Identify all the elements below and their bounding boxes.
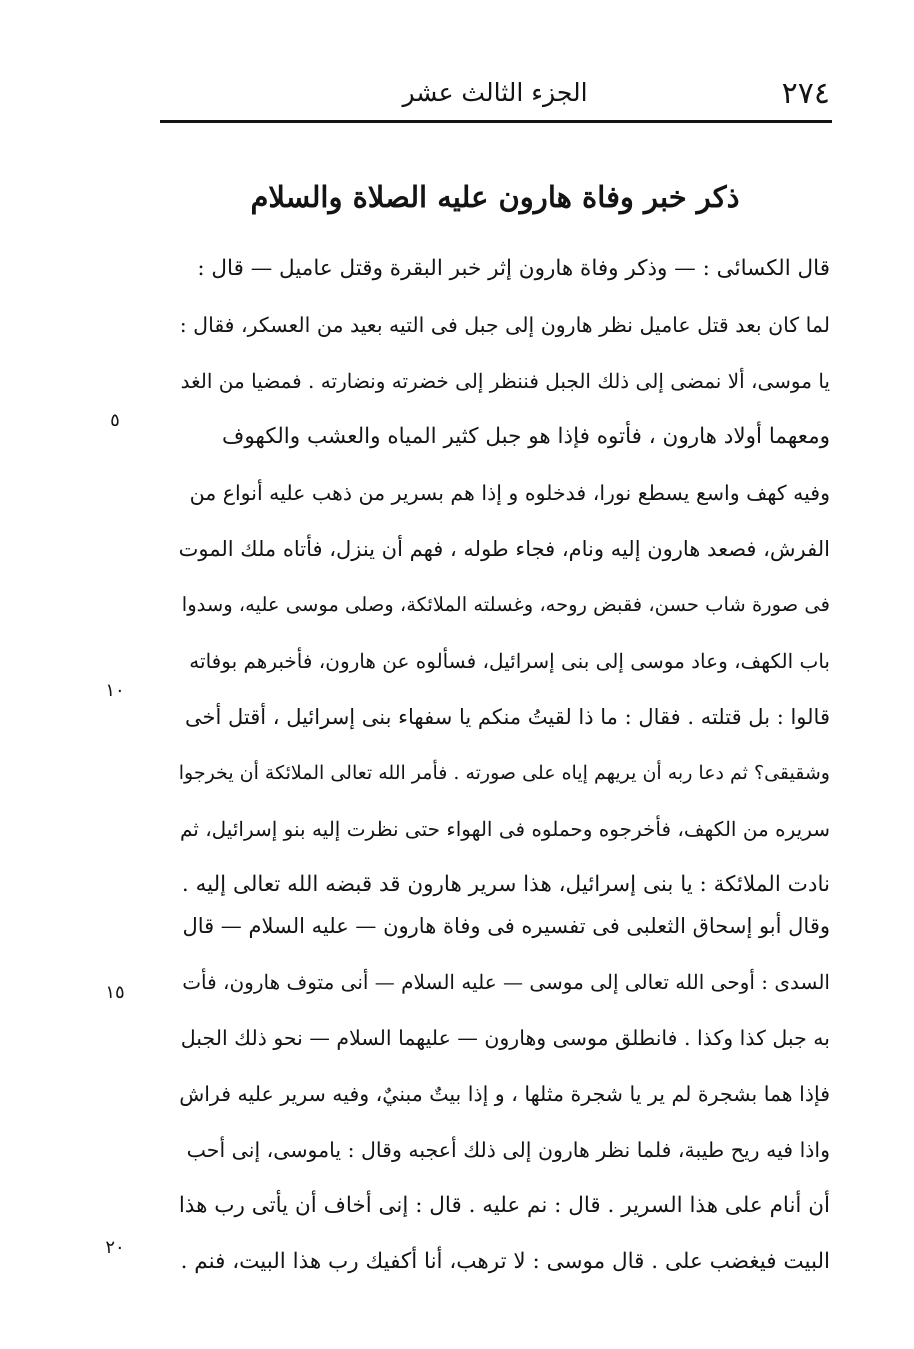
section-heading: ذكر خبر وفاة هارون عليه الصلاة والسلام xyxy=(250,180,740,214)
running-header xyxy=(160,72,830,116)
text-line: وقال أبو إسحاق الثعلبى فى تفسيره فى وفاة هارون — عليه السلام — قال xyxy=(182,914,830,938)
text-line: باب الكهف، وعاد موسى إلى بنى إسرائيل، فسألوه عن هارون، فأخبرهم بوفاته xyxy=(189,649,830,673)
text-line: قال الكسائى : — وذكر وفاة هارون إثر خبر البقرة وقتل عاميل — قال : xyxy=(197,256,830,281)
text-line: به جبل كذا وكذا . فانطلق موسى وهارون — عليهما السلام — نحو ذلك الجبل xyxy=(180,1026,830,1050)
text-line: يا موسى، ألا نمضى إلى ذلك الجبل فننظر إلى خضرته ونضارته . فمضيا من الغد xyxy=(180,369,830,393)
text-line: سريره من الكهف، فأخرجوه وحملوه فى الهواء حتى نظرت إليه بنو إسرائيل، ثم xyxy=(179,817,830,841)
part-title: الجزء الثالث عشر xyxy=(402,78,588,107)
paragraph-1 xyxy=(178,241,830,913)
line-number-marker: ٢٠ xyxy=(105,1237,125,1258)
text-line: ومعهما أولاد هارون ، فأتوه فإذا هو جبل كثير المياه والعشب والكهوف xyxy=(222,424,830,449)
text-line: فى صورة شاب حسن، فقبض روحه، وغسلته الملائكة، وصلى موسى عليه، وسدوا xyxy=(181,593,830,616)
text-line: لما كان بعد قتل عاميل نظر هارون إلى جبل فى التيه بعيد من العسكر، فقال : xyxy=(179,313,830,337)
header-rule xyxy=(160,120,832,123)
text-line: فإذا هما بشجرة لم ير يا شجرة مثلها ، و إذا بيتٌ مبنيٌ، وفيه سرير عليه فراش xyxy=(179,1082,830,1106)
text-line: وفيه كهف واسع يسطع نورا، فدخلوه و إذا هم بسرير من ذهب عليه أنواع من xyxy=(189,481,830,505)
paragraph-2 xyxy=(178,898,830,1290)
page-number: ٢٧٤ xyxy=(781,76,830,111)
text-line: الفرش، فصعد هارون إليه ونام، فجاء طوله ، فهم أن ينزل، فأتاه ملك الموت xyxy=(178,537,830,561)
text-line: السدى : أوحى الله تعالى إلى موسى — عليه السلام — أنى متوف هارون، فأت xyxy=(182,970,830,994)
text-line: واذا فيه ريح طيبة، فلما نظر هارون إلى ذلك أعجبه وقال : ياموسى، إنى أحب xyxy=(186,1138,830,1162)
text-line: نادت الملائكة : يا بنى إسرائيل، هذا سرير هارون قد قبضه الله تعالى إليه . xyxy=(181,872,830,897)
text-line: وشقيقى؟ ثم دعا ربه أن يريهم إياه على صورته . فأمر الله تعالى الملائكة أن يخرجوا xyxy=(178,762,830,784)
text-line: أن أنام على هذا السرير . قال : نم عليه . قال : إنى أخاف أن يأتى رب هذا xyxy=(178,1193,830,1218)
line-number-marker: ١٠ xyxy=(105,680,125,701)
text-line: قالوا : بل قتلته . فقال : ما ذا لقيتُ منكم يا سفهاء بنى إسرائيل ، أقتل أخى xyxy=(184,705,830,729)
line-number-marker: ٥ xyxy=(110,410,120,431)
text-line: البيت فيغضب على . قال موسى : لا ترهب، أنا أكفيك رب هذا البيت، فنم . xyxy=(180,1249,830,1274)
line-number-marker: ١٥ xyxy=(105,982,125,1003)
